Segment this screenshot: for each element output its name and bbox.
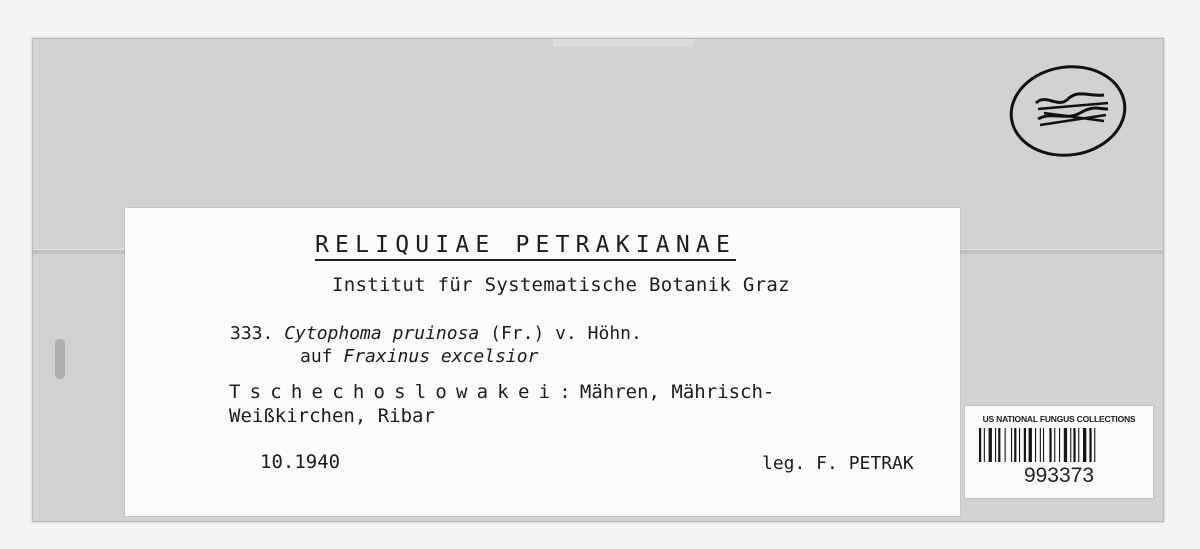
species-author: (Fr.) v. Höhn.	[490, 323, 642, 344]
collector: leg. F. PETRAK	[762, 453, 914, 474]
collection-name: US NATIONAL FUNGUS COLLECTIONS	[982, 414, 1136, 424]
series-title: RELIQUIAE PETRAKIANAE	[315, 232, 736, 261]
specimen-number: 333.	[230, 323, 274, 344]
specimen-number-line	[230, 323, 642, 344]
locality-part-1: Mähren, Mährisch-	[579, 381, 775, 403]
host-name: Fraxinus excelsior	[343, 346, 539, 367]
collection-date: 10.1940	[260, 451, 341, 473]
ink-smudge	[55, 339, 65, 379]
barcode-icon	[979, 428, 1139, 462]
barcode-number: 993373	[1023, 464, 1095, 487]
packet-tab	[553, 39, 693, 47]
institute-name: Institut für Systematische Botanik Graz	[332, 274, 790, 296]
specimen-label	[125, 208, 960, 516]
species-name: Cytophoma pruinosa	[284, 323, 480, 344]
locality-line-2: Weißkirchen, Ribar	[229, 405, 435, 427]
locality-line-1	[229, 381, 774, 403]
country: Tschechoslowakei:	[229, 381, 580, 403]
host-prefix: auf	[300, 346, 333, 367]
host-line	[300, 346, 538, 367]
barcode-label	[964, 405, 1154, 499]
circled-crossed-out-mark	[1008, 63, 1128, 159]
